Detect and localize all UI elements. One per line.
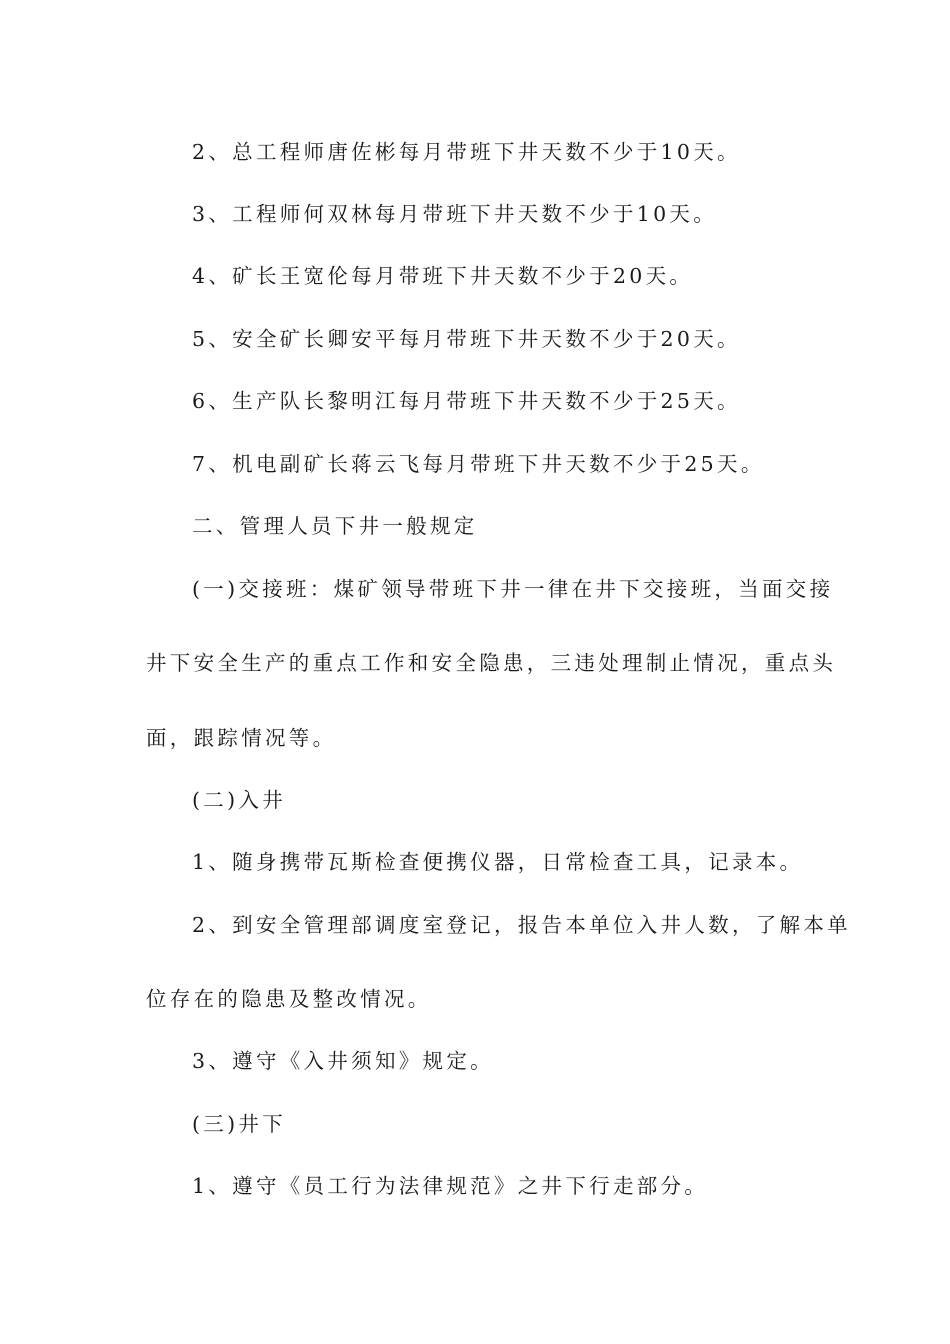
section-heading-general-rules: 二、管理人员下井一般规定: [192, 514, 478, 538]
entering-item-1: 1、随身携带瓦斯检查便携仪器，日常检查工具，记录本。: [192, 850, 804, 874]
duty-item-4: 4、矿长王宽伦每月带班下井天数不少于20天。: [192, 264, 694, 288]
duty-item-3: 3、工程师何双林每月带班下井天数不少于10天。: [192, 202, 718, 226]
handover-paragraph-line-1: (一)交接班：煤矿领导带班下井一律在井下交接班，当面交接: [192, 577, 834, 601]
duty-item-7: 7、机电副矿长蒋云飞每月带班下井天数不少于25天。: [192, 452, 765, 476]
entering-item-2-line-1: 2、到安全管理部调度室登记，报告本单位入井人数，了解本单: [192, 913, 851, 937]
duty-item-2: 2、总工程师唐佐彬每月带班下井天数不少于10天。: [192, 140, 741, 164]
handover-paragraph-line-2: 井下安全生产的重点工作和安全隐患，三违处理制止情况，重点头: [146, 651, 837, 675]
handover-paragraph-line-3: 面，跟踪情况等。: [146, 726, 337, 750]
entering-item-3: 3、遵守《入井须知》规定。: [192, 1049, 494, 1073]
duty-item-5: 5、安全矿长卿安平每月带班下井天数不少于20天。: [192, 327, 741, 351]
subheading-underground: (三)井下: [192, 1112, 286, 1136]
duty-item-6: 6、生产队长黎明江每月带班下井天数不少于25天。: [192, 389, 741, 413]
entering-item-2-line-2: 位存在的隐患及整改情况。: [146, 987, 432, 1011]
subheading-entering-well: (二)入井: [192, 788, 286, 812]
underground-item-1: 1、遵守《员工行为法律规范》之井下行走部分。: [192, 1174, 709, 1198]
